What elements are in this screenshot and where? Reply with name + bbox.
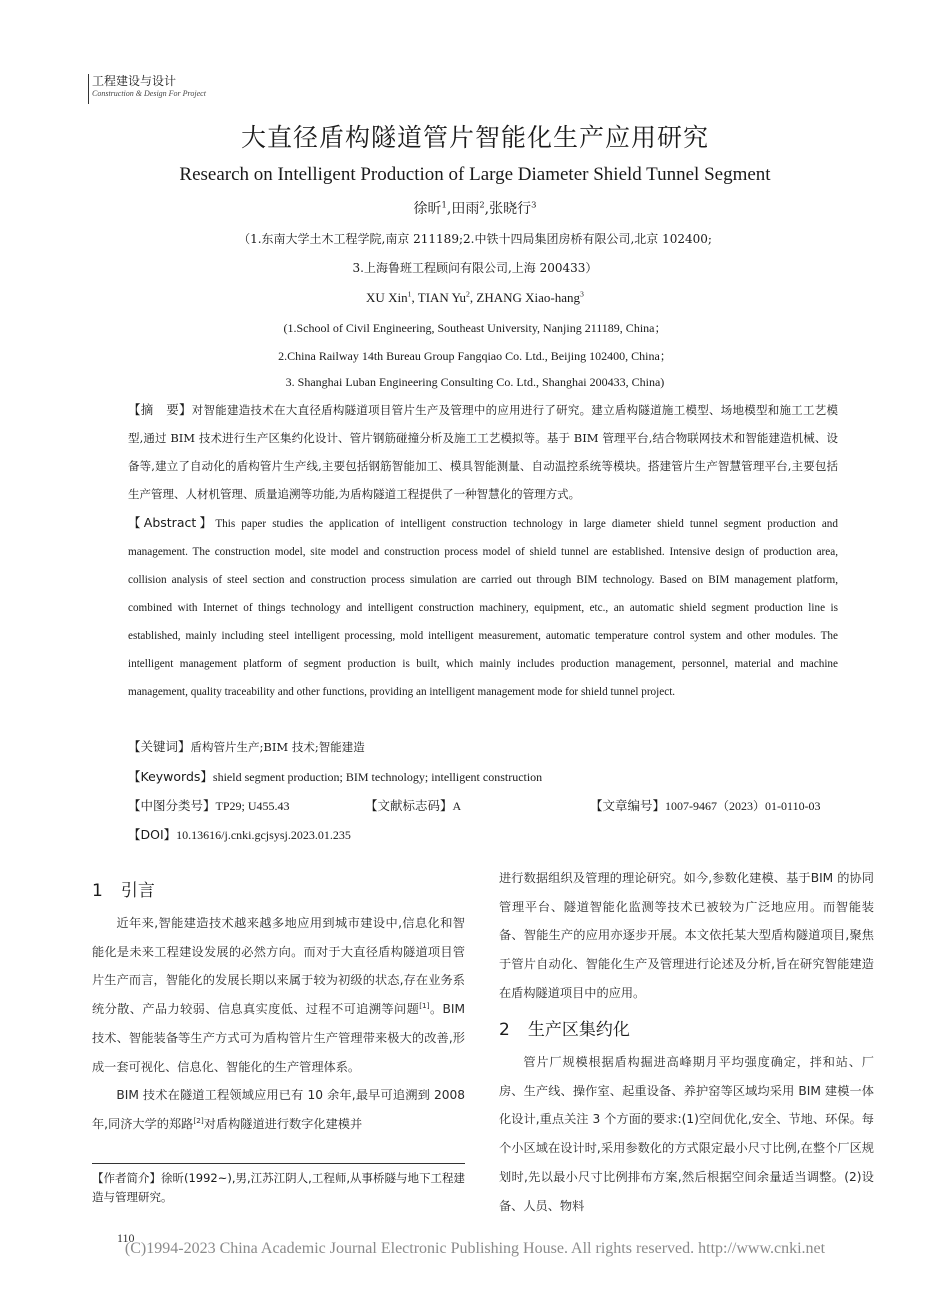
header-rule xyxy=(88,74,89,104)
abstract-en xyxy=(128,509,838,706)
section-1-number: 1 xyxy=(92,881,103,901)
keywords-en xyxy=(128,763,838,791)
abstract-en-text: This paper studies the application of intelligent construction technology in large diameter shield tunnel segment production and management. The construction model, site model and construction process model of shield tunnel are established. Intensive design of production area, collision analysis of steel section and construction process simulation are carried out through BIM technology. Based on BIM management platform, combined with Internet of things technology and intelligent construction machinery, equipment, etc., an automatic shield segment production line is established, mainly including steel intelligent processing, mold intelligent measurement, automatic temperature control system and other modules. The intelligent management platform of segment production is built, which mainly includes production management, personnel, material and machine management, quality traceability and other functions, providing an intelligent management mode for shield tunnel project. xyxy=(128,518,838,698)
doccode-value: A xyxy=(452,799,462,813)
article-number-value: 1007-9467（2023）01-0110-03 xyxy=(665,799,821,813)
footnote-rule xyxy=(92,1163,465,1164)
doccode-label: 【文献标志码】 xyxy=(365,798,453,813)
affiliation-en-2: 2.China Railway 14th Bureau Group Fangqiao Co. Ltd., Beijing 102400, China； xyxy=(278,349,672,363)
paragraph: BIM 技术在隧道工程领域应用已有 10 余年,最早可追溯到 2008 年,同济大学的郑路[2]对盾构隧道进行数字化建模并 xyxy=(92,1088,465,1131)
paragraph: 近年来,智能建造技术越来越多地应用到城市建设中,信息化和智能化是未来工程建设发展的必然方向。而对于大直径盾构隧道项目管片生产而言，智能化的发展长期以来属于较为初级的状态,存在业务系统分散、产品力较弱、信息真实度低、过程不可追溯等问题[1]。BIM 技术、智能装备等生产方式可为盾构管片生产管理带来极大的改善,形成一套可视化、信息化、智能化的生产管理体系。 xyxy=(92,916,465,1074)
keywords-cn xyxy=(128,733,838,761)
journal-header xyxy=(92,74,206,100)
authors-cn: 徐昕$^1$,田雨$^2$,张晓行$^3$ xyxy=(413,199,537,217)
section-1-heading xyxy=(92,876,155,901)
abstract-en-label: 【Abstract】 xyxy=(128,515,216,530)
affiliation-en-1: (1.School of Civil Engineering, Southeast University, Nanjing 211189, China； xyxy=(283,321,667,335)
copyright-watermark: (C)1994-2023 China Academic Journal Electronic Publishing House. All rights reserved. http://www.cnki.net xyxy=(124,1240,826,1257)
doi-line xyxy=(128,821,351,849)
title-en: Research on Intelligent Production of Large Diameter Shield Tunnel Segment xyxy=(179,164,771,185)
paragraph: 进行数据组织及管理的理论研究。如今,参数化建模、基于BIM 的协同管理平台、隧道智能化监测等技术已被较为广泛地应用。而智能装备、智能生产的应用亦逐步开展。本文依托某大型盾构隧道项目,聚焦于管片自动化、智能化生产及管理进行论述及分析,旨在研究智能建造在盾构隧道项目中的应用。 xyxy=(499,871,874,1000)
clc-value: TP29; U455.43 xyxy=(215,799,290,813)
section-1-title: 引言 xyxy=(120,881,155,901)
author-footnote xyxy=(92,1169,465,1207)
author-cn: 田雨 xyxy=(451,201,480,217)
doi-label: 【DOI】 xyxy=(128,827,177,842)
section-2-number: 2 xyxy=(499,1020,510,1040)
abstract-cn xyxy=(128,396,838,508)
abstract-cn-text: 对智能建造技术在大直径盾构隧道项目管片生产及管理中的应用进行了研究。建立盾构隧道施工模型、场地模型和施工工艺模型,通过 BIM 技术进行生产区集约化设计、管片钢筋碰撞分析及施工工艺模拟等。基于 BIM 管理平台,结合物联网技术和智能建造机械、设备等,建立了自动化的盾构管片生产线,主要包括钢筋智能加工、模具智能测量、自动温控系统等模块。搭建管片生产智慧管理平台,主要包括生产管理、人材机管理、质量追溯等功能,为盾构隧道工程提供了一种智慧化的管理方式。 xyxy=(128,403,838,501)
author-en: ZHANG Xiao-hang xyxy=(476,290,581,305)
authors-en: XU Xin$^1$, TIAN Yu$^2$, ZHANG Xiao-hang$^3$ xyxy=(366,289,584,305)
author-cn: 张晓行 xyxy=(489,201,532,217)
author-cn: 徐昕 xyxy=(413,201,442,217)
doccode-line xyxy=(365,792,461,820)
section-2-title: 生产区集约化 xyxy=(527,1020,630,1040)
paragraph: 管片厂规模根据盾构掘进高峰期月平均强度确定，拌和站、厂房、生产线、操作室、起重设备、养护窑等区域均采用 BIM 建模一体化设计,重点关注 3 个方面的要求:(1)空间优化,安全、节地、环保。每个小区域在设计时,采用参数化的方式限定最小尺寸比例,在整个厂区规划时,先以最小尺寸比例排布方案,然后根据空间余量适当调整。(2)设备、人员、物料 xyxy=(499,1055,874,1213)
affiliation-en-3: 3. Shanghai Luban Engineering Consulting Co. Ltd., Shanghai 200433, China) xyxy=(285,375,665,389)
clc-line xyxy=(128,792,290,820)
affiliation-cn-1: （1.东南大学土木工程学院,南京 211189;2.中铁十四局集团房桥有限公司,北京 102400; xyxy=(238,232,712,246)
clc-label: 【中图分类号】 xyxy=(128,798,216,813)
author-en: XU Xin xyxy=(366,290,408,305)
article-number-line xyxy=(590,792,821,820)
journal-name-cn: 工程建设与设计 xyxy=(92,74,177,88)
keywords-cn-text: 盾构管片生产;BIM 技术;智能建造 xyxy=(190,740,365,754)
right-column-continuation xyxy=(499,864,874,1008)
author-en: TIAN Yu xyxy=(417,290,467,305)
affiliation-cn-2: 3.上海鲁班工程顾问有限公司,上海 200433） xyxy=(352,261,598,275)
title-cn: 大直径盾构隧道管片智能化生产应用研究 xyxy=(240,123,709,152)
footnote-text: 徐昕(1992~),男,江苏江阴人,工程师,从事桥隧与地下工程建造与管理研究。 xyxy=(92,1171,465,1204)
journal-name-en: Construction & Design For Project xyxy=(92,89,206,98)
section-1-body xyxy=(92,909,465,1139)
page-number: 110 xyxy=(117,1231,135,1245)
footnote-label: 【作者简介】 xyxy=(92,1171,161,1185)
section-2-heading xyxy=(499,1015,630,1040)
doi-value: 10.13616/j.cnki.gcjsysj.2023.01.235 xyxy=(176,828,351,842)
abstract-cn-label: 【摘 要】 xyxy=(128,402,192,417)
keywords-en-text: shield segment production; BIM technology; intelligent construction xyxy=(212,770,543,784)
article-number-label: 【文章编号】 xyxy=(590,798,666,813)
keywords-cn-label: 【关键词】 xyxy=(128,739,191,754)
keywords-en-label: 【Keywords】 xyxy=(128,769,213,784)
section-2-body xyxy=(499,1048,874,1220)
